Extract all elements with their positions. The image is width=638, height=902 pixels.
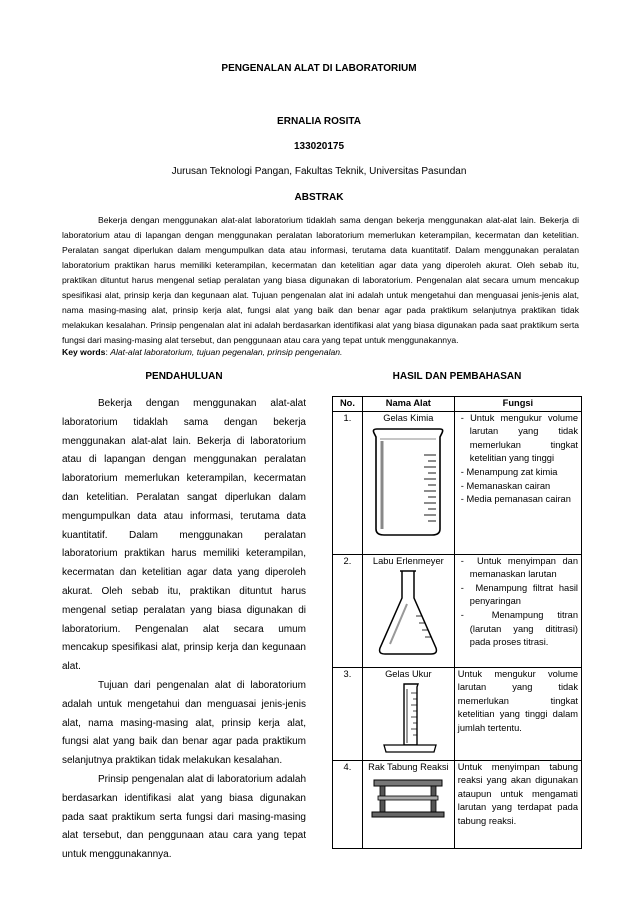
function-cell <box>454 667 581 760</box>
table-row <box>333 554 582 667</box>
table-header-row <box>333 397 582 412</box>
tool-name: Labu Erlenmeyer <box>372 555 444 566</box>
function-item: - Untuk mengukur volume larutan yang tidak memerlukan tingkat ketelitian yang tinggi <box>460 412 578 464</box>
tool-cell <box>362 554 454 667</box>
intro-paragraph: Prinsip pengenalan alat di laboratorium adalah berdasarkan identifikasi alat yang biasa digunakan pada saat praktikum serta fungsi dari masing-masing alat tersebut, dan penggunaan atau cara yang tepat untuk menggunakannya. <box>62 773 306 861</box>
tool-name: Rak Tabung Reaksi <box>368 761 449 772</box>
keywords-label: Key words <box>62 347 106 357</box>
function-item: - Menampung titran (larutan yang dititrasi) pada proses titrasi. <box>460 609 579 648</box>
table-row <box>333 411 582 554</box>
function-cell <box>454 760 581 848</box>
intro-body <box>62 395 306 865</box>
abstract-heading: ABSTRAK <box>294 192 344 203</box>
results-heading: HASIL DAN PEMBAHASAN <box>392 371 522 382</box>
function-item: - Media pemanasan cairan <box>460 494 571 505</box>
abstract-text: Bekerja dengan menggunakan alat-alat laboratorium tidaklah sama dengan bekerja menggunakan alat-alat lain. Bekerja di laboratorium atau di lapangan dengan menggunakan peralatan laboratorium memerlukan keterampilan, kecermatan dan ketelitian. Peralatan sangat diperlukan dalam mengumpulkan data atau informasi, terutama data kuantitatif. Dalam menggunakan peralatan laboratorium praktikan harus memiliki keterampilan, kecermatan dan ketelitian agar data yang diperoleh akurat. Oleh sebab itu, praktikan dituntut harus mengenal setiap peralatan yang biasa digunakan di laboratorium. Pengenalan alat secara umum mencakup spesifikasi alat, prinsip kerja dan kegunaan alat. Tujuan pengenalan alat ini adalah untuk mengetahui dan menguasai jenis-jenis alat, nama masing-masing alat, prinsip kerja alat, fungsi alat yang baik dan benar agar pada praktikum selanjutnya praktikan tidak melakukan kesalahan. Prinsip pengenalan alat ini adalah berdasarkan identifikasi alat yang biasa digunakan pada saat praktikum serta fungsi dari masing-masing alat tersebut, dan penggunaan atau cara yang tepat untuk menggunakannya. <box>62 215 579 345</box>
results-table <box>332 396 582 849</box>
author-name: ERNALIA ROSITA <box>277 116 361 127</box>
table-row <box>333 760 582 848</box>
paper-title: PENGENALAN ALAT DI LABORATORIUM <box>221 63 417 74</box>
function-text: Untuk mengukur volume larutan yang tidak memerlukan tingkat ketelitian yang tinggi dalam jumlah tertentu. <box>457 668 578 733</box>
keywords-value: Alat-alat laboratorium, tujuan pegenalan, prinsip pengenalan. <box>110 347 343 357</box>
tool-cell <box>362 411 454 554</box>
keywords: Key words: Alat-alat laboratorium, tujuan pegenalan, prinsip pengenalan. <box>62 347 343 357</box>
beaker-illustration <box>368 425 448 537</box>
intro-paragraph: Bekerja dengan menggunakan alat-alat laboratorium tidaklah sama dengan bekerja menggunakan alat-alat lain. Bekerja di laboratorium atau di lapangan dengan menggunakan peralatan laboratorium memerlukan keterampilan, kecermatan dan ketelitian. Peralatan sangat diperlukan dalam mengumpulkan data atau informasi, terutama data kuantitatif. Dalam menggunakan peralatan laboratorium praktikan harus memiliki keterampilan, kecermatan dan ketelitian agar data yang diperoleh akurat. Oleh sebab itu, praktikan dituntut harus mengenal setiap peralatan yang biasa digunakan di laboratorium. Pengenalan alat secara umum mencakup spesifikasi alat, prinsip kerja dan kegunaan alat. <box>62 398 306 673</box>
row-number: 3. <box>333 667 363 760</box>
intro-paragraph: Tujuan dari pengenalan alat di laboratorium adalah untuk mengetahui dan menguasai jenis-jenis alat, nama masing-masing alat, prinsip kerja alat, fungsi alat yang baik dan benar agar pada praktikum selanjutnya praktikan tidak melakukan kesalahan. <box>62 679 306 767</box>
function-text: Untuk menyimpan tabung reaksi yang akan digunakan ataupun untuk mengamati larutan yang terdapat pada tabung reaksi. <box>457 761 578 826</box>
graduated-cylinder-illustration <box>370 681 446 755</box>
tool-name: Gelas Kimia <box>383 412 434 423</box>
affiliation: Jurusan Teknologi Pangan, Fakultas Teknik, Universitas Pasundan <box>171 166 467 177</box>
function-item: - Untuk menyimpan dan memanaskan larutan <box>460 555 578 580</box>
test-tube-rack-illustration <box>368 774 448 820</box>
table-row <box>333 667 582 760</box>
student-id: 133020175 <box>293 141 345 152</box>
function-item: - Menampung filtrat hasil penyaringan <box>460 582 578 607</box>
tool-cell <box>362 760 454 848</box>
row-number: 2. <box>333 554 363 667</box>
column-header-no: No. <box>333 397 363 412</box>
function-cell <box>454 554 581 667</box>
column-header-name: Nama Alat <box>362 397 454 412</box>
tool-cell <box>362 667 454 760</box>
function-cell <box>454 411 581 554</box>
column-header-function: Fungsi <box>454 397 581 412</box>
row-number: 1. <box>333 411 363 554</box>
tool-name: Gelas Ukur <box>385 668 432 679</box>
row-number: 4. <box>333 760 363 848</box>
erlenmeyer-flask-illustration <box>376 568 440 658</box>
function-item: - Memanaskan cairan <box>460 480 551 491</box>
function-item: - Menampung zat kimia <box>460 466 558 477</box>
intro-heading: PENDAHULUAN <box>145 371 223 382</box>
